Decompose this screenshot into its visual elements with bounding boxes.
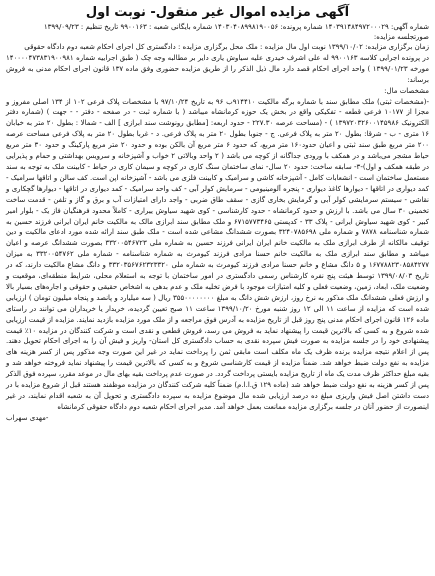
notice-title: آگهی مزایده اموال غیر منقول- نوبت اول [85,5,350,20]
signer-name: -مهدی سهراب [6,413,49,422]
notice-paragraph: در پرونده اجرایی کلاسه ۹۹۰۰۱۶۳ له علی اشرف خیدری علیه سیاوش یاری دایر بر مطالبه وجه چک ( طبق اجراییه شماره ۱۴۰۰۰۰۴۷۳۸۳۱۹۰۰۹۸۱ مورخه ۱۳۹۹/۰۱/۲۳ ) واحد اجرای احکام قصد دارد مال ذیل الذکر را از طریق مزایده حضوری وفق ماده ۱۳۷ قانون اجرای احکام مدنی به فروش برساند: [6,53,429,84]
notice-paragraph: مشخصات مال: [384,86,429,95]
notice-meta-line: صورتجلسه مزایده: [373,33,429,41]
notice-meta-line: شماره آگهی: ۱۴۰۳۹۱۴۸۴۹۷۲۰۰۰۲۹ شماره پرونده: ۱۴۰۳۰۴۰۸۹۹۸۱۹۰۰۵۶ شماره بایگانی شعبه : ۹۹۰۰۱۶۳ تاریخ تنظیم : ۱۳۹۹/۰۹/۲۳ [43,23,429,31]
notice-body: -(مشخصات ثبتی) ملک مطابق سند با شماره برگه مالکیت ۹۱۴۴۱۰ب ۹۶ به تاریخ ۹۷/۱۰/۲۴ با مشخصات پلاک فرعی ۱۰۲ از ۱۳۴ اصلی مفروز و مجزا از ۱۰۱۷۷ فرعی قطعه - تفکیکی واقع در بخش یک حوزه کرمانشاه میباشد ( با شماره ثبت - در صفحه - دفتر - - جهت ) (شماره دفتر الکترونیک ۱۳۹۷۲۰۳۲۶۰۰۱۴۵۹۸۶ ) - (مساحت عرصه ۲۲۷.۳۰ - حدود اربعه: [مطابق رونوشت سند ابرازی ] الف - شمالا : بطول ۲۰ متر به خیابان ۱۶ متری - ب - شرقا: بطول ۲۰ متر به پلاک فرعی. ج - جنوبا بطول ۲۰ متر به پلاک فرعی. د - غربا بطول ۲۰ متر به پلاک فرعی مساحت عرصه ۲۰۰ متر مربع طبق سند ثبتی و اعیان حدود۱۶۰ متر مربع، که حدود ۶ متر مربع آن بالکن بوده و حدود ۲۰ متر مربع پارکینگ و حدود ۳۰ متر مربع حیاط مشجر می‌باشد و در همکف با ورودی جداگانه از کوچه می باشد ( ۲ واحد وبالاتی ۲ خواب و آشپزخانه و سرویس بهداشتی و حمام و پذیرایی در طبقه همکف و اول)-۳- سابقه ساخت: حدود ۲۰ سال- نمای ساختمان سنگ کاری در کوچه و سیمان کاری در حیاط - کابینت ملک به توجه به سند مستعمل ساختمان است - انشعابات کامل - آشپزخانه کاشی و سرامیک و کابینت فلزی می باشد - آشپزخانه اپن است. کف سالن و اتاقها سرامیک - کمد دیواری در اتاقها - دیوارها کاغذ دیواری - پنجره آلومینیومی - سرمایش کولر آبی - کف واحد سرامیک - کمد دیواری در اتاقها - دیوارها گچکاری و نقاشی - سیستم سرمایشی کولر آبی و گرمایش بخاری گازی - سقف طاق ضربی - واجد دارای امتیازات آب و برق و گاز و تلفن - قدمت ساخت تخمینی ۳۰ سال می باشد. با ارزش و حدود کرمانشاه - حدود کارشناسی - کوی شهید سیاوش ییراری - کاملاً محدود فرهنگیان فاز یک - بلوار امیر کبیر - کوی شهید سیاوش ایرانی - پلاک ۳۳ - کدپستی ۶۷۱۵۷۷۳۴۶۵ و ملک مطابق سند ابرازی مالک به مالکیت خانم ایران ایرانی فرزند حسین به شماره شناسنامه ۷۸۷۸ و شماره ملی ۳۲۴۰۷۸۵۶۹۸ بصورت ششدانگ مشاعی شده است - ملک طبق سند ارائه شده مورد ادعای مالکیت و دین توقیف مالکانه از طرف ابرازی ملک به مالکیت خانم ایران ایرانی فرزند حسین به شماره ملی ۳۳۲۰۰۵۴۶۷۲۳ بصورت ششدانگ عرصه و اعیان میباشد و مطابق سند ابرازی ملک به مالکیت خانم حسنا مرادی فرزند کیومرث به شماره شناسنامه - شماره ملی ۳۳۲۰۰۵۴۷۶۲ به میزان ۱۶۷۷۸۸۲۳۰۸۵۸۴۲۷۷ و ۵ دانگ مشاع و خانم حسنا مرادی فرزند کیومرث به شماره ملی ۳۳۲۰۳۵۶۷۶۲۳۲۳۳۲۰ و دانگ مشاع مالکیت دارند، که در تاریخ ۱۳۹۹/۰۸/۰۳ توسط هیئت پنج نفره کارشناس رسمی دادگستری در امور ساختمان با توجه به استعلام محلی، شرایط منطقه‌ای، موقعیت و وضعیت ملک، ابعاد، زمین، وضعیت فعلی و کلیه امتیازات موجود با فرض تخلیه ملک و عدم بدهی به اشخاص حقیقی و حقوقی و اجاره‌های بسیار بالا و ارزش فعلی ششدانگ ملک مذکور به نرخ روز، ارزش شش دانگ به مبلغ ۳۵۵۰۰۰۰۰۰۰۰ ریال ( سه میلیارد و پانصد و پنجاه میلیون تومان ) ارزیابی شده است که مزایده از ساعت ۱۱ الی ۱۲ روز شنبه مورخ ۱۳۹۹/۱۰/۲۰ ساعت ۱۱ صبح تعیین گردیده، خریدار یا خریداران می توانند در راستای ماده ۱۲۶ قانون اجرای احکام مدنی پنج روز قبل از تاریخ مزایده به آدرس فوق مراجعه و از ملک مورد مزایده بازدید نمایند. مزایده از قیمت ارزیابی شده شروع و به کسی که بالاترین قیمت را پیشنهاد نماید به فروش می رسد، فروش قطعی و نقدی است و شرکت کنندگان در مزایده ۱۰٪ قیمت پیشنهادی خود را در جلسه مزایده به صورت فیش سپرده نقدی به حساب دادگستری کل استان- واریز و فیش آن را به اجرای احکام تحویل دهند. پس از اعلام نتیجه مزایده برنده ظرف یک ماه مکلف است مابقی ثمن را پرداخت نماید در غیر این صورت وجه مذکور پس از کسر هزینه های مزایده به نفع دولت ضبط خواهد شد. ضمناً مزایده از قیمت کارشناسی شروع و به کسی که بالاترین قیمت را پیشنهاد نماید فروخته خواهد شد و بقیه مبلغ حداکثر ظرف مدت یک ماه از تاریخ مزایده بایستی پرداخت گردد. در صورت عدم پرداخت بقیه بهای مال در موعد مقرر، سپرده فوق الذکر پس از کسر هزینه به نفع دولت ضبط خواهد شد (ماده ۱۲۹ ق.ا.ا.م) ضمناً کلیه شرکت کنندگان در مزایده موظفند هستند قبل از شروع مزایده با در دست داشتن اصل فیش واریزی مبلغ ده درصد ارزیابی شده مال موضوع مزایده به سپرده دادگستری و تحویل آن به شعبه اقدام نمایند، در غیر اینصورت از حضور آنان در جلسه برگزاری مزایده ممانعت بعمل خواهد آمد. مدیر اجرای احکام شعبه دوم دادگاه حقوقی کرمانشاه [6,97,430,411]
notice-paragraph: زمان برگزاری مزایده: ۱۳۹۹/۱۰/۰۲ نوبت اول مال مزایده : ملک محل برگزاری مزایده : دادگستری کل اجرای احکام شعبه دوم دادگاه حقوقی [24,43,429,51]
